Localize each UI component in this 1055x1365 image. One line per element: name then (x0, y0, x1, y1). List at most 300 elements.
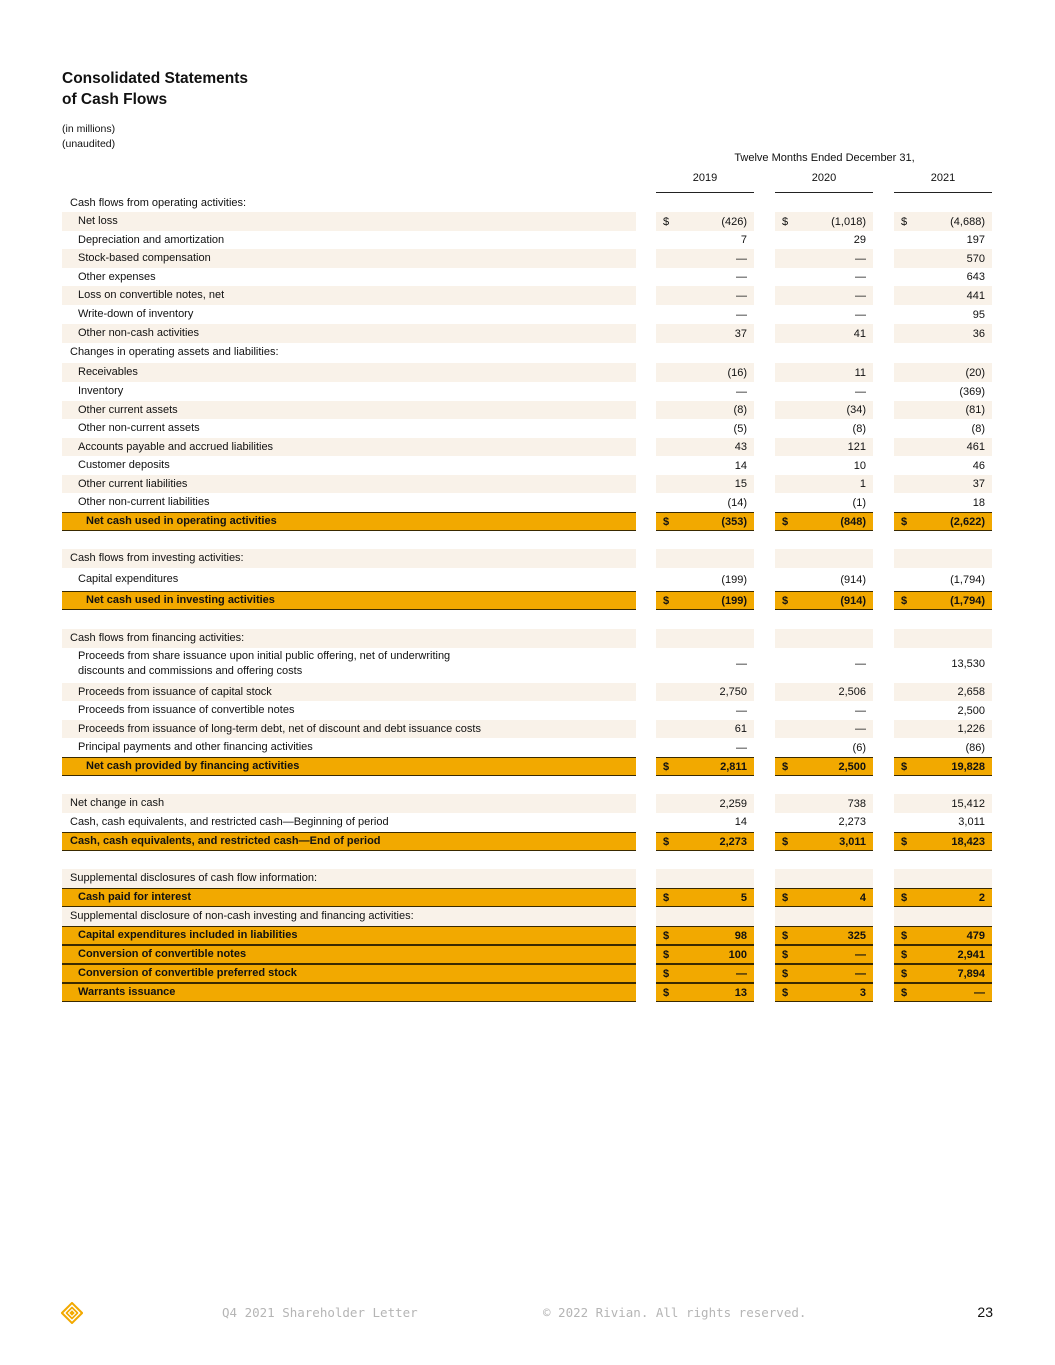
row-label-line: Net cash used in investing activities (86, 594, 275, 606)
currency-symbol: $ (901, 215, 908, 228)
amount-2019: (426) (721, 215, 747, 228)
amount-2019: (199) (721, 594, 747, 607)
table-row (0, 286, 1055, 305)
value-cell-2019 (656, 249, 754, 268)
currency-symbol: $ (782, 215, 789, 228)
amount-2019: — (736, 658, 747, 670)
row-label (62, 983, 636, 1002)
currency-symbol: $ (663, 891, 670, 904)
amount-2019: 13 (734, 986, 747, 999)
amount-2019: (8) (733, 404, 747, 416)
table-row (0, 456, 1055, 475)
row-label-line: Net change in cash (70, 797, 165, 809)
row-label (62, 268, 636, 286)
row-label (62, 194, 636, 212)
value-cell-2020 (775, 363, 873, 382)
amount-2020: 2,273 (838, 816, 866, 828)
amount-2021: 15,412 (951, 797, 985, 810)
amount-2020: 3,011 (839, 835, 866, 848)
amount-2019: — (736, 252, 747, 265)
amount-2021: 570 (966, 252, 985, 265)
amount-2019: (16) (727, 366, 747, 379)
amount-2021: 2 (978, 891, 985, 904)
table-row (0, 438, 1055, 456)
amount-2020: — (855, 948, 866, 961)
footer-copyright: © 2022 Rivian. All rights reserved. (543, 1305, 807, 1320)
row-label-line: Capital expenditures included in liabilities (78, 929, 298, 941)
amount-2019: 14 (734, 459, 747, 472)
amount-2021: 46 (972, 459, 985, 472)
row-label-line: Loss on convertible notes, net (78, 289, 225, 301)
amount-2021: — (974, 986, 985, 999)
value-cell-2020 (775, 512, 873, 531)
value-cell-2019 (656, 569, 754, 590)
value-cell-2021 (894, 456, 992, 475)
year-header-2019: 2019 (656, 172, 754, 193)
amount-2020: (6) (852, 741, 866, 754)
value-cell-2019 (656, 813, 754, 831)
amount-2020: 121 (847, 441, 866, 453)
amount-2021: (369) (959, 385, 985, 398)
amount-2021: 36 (972, 327, 985, 340)
amount-2019: 14 (734, 816, 747, 828)
value-cell-2019 (656, 493, 754, 512)
table-row (0, 324, 1055, 343)
value-cell-2019 (656, 286, 754, 305)
amount-2020: — (855, 289, 866, 302)
currency-symbol: $ (901, 835, 908, 848)
amount-2021: 643 (966, 271, 985, 283)
row-label (62, 591, 636, 610)
value-cell-2020 (775, 549, 873, 568)
value-cell-2021 (894, 249, 992, 268)
amount-2020: — (855, 704, 866, 717)
row-label (62, 401, 636, 419)
value-cell-2020 (775, 493, 873, 512)
row-label-line: Conversion of convertible notes (78, 948, 247, 960)
amount-2020: 11 (854, 366, 866, 379)
value-cell-2020 (775, 983, 873, 1002)
amount-2021: 441 (966, 289, 985, 302)
amount-2020: (1,018) (831, 215, 866, 228)
amount-2020: — (855, 723, 866, 735)
value-cell-2020 (775, 869, 873, 888)
table-row (0, 475, 1055, 493)
amount-2020: 2,500 (838, 760, 866, 773)
section-header-row (0, 869, 1055, 888)
row-label (62, 757, 636, 776)
value-cell-2019 (656, 212, 754, 231)
currency-symbol: $ (901, 948, 908, 961)
amount-2021: 13,530 (951, 658, 985, 670)
amount-2021: (1,794) (950, 594, 985, 607)
table-row (0, 647, 1055, 681)
table-row (0, 813, 1055, 831)
section-header-row (0, 343, 1055, 362)
value-cell-2019 (656, 757, 754, 776)
footer-document-name: Q4 2021 Shareholder Letter (222, 1305, 418, 1320)
value-cell-2021 (894, 286, 992, 305)
value-cell-2020 (775, 757, 873, 776)
row-label (62, 832, 636, 851)
value-cell-2019 (656, 907, 754, 926)
amount-2020: 2,506 (838, 686, 866, 698)
value-cell-2020 (775, 683, 873, 701)
table-row (0, 401, 1055, 419)
amount-2019: 43 (734, 441, 747, 453)
value-cell-2020 (775, 591, 873, 610)
value-cell-2019 (656, 869, 754, 888)
table-row (0, 720, 1055, 738)
row-label (62, 869, 636, 888)
amount-2021: 2,941 (957, 948, 985, 961)
value-cell-2021 (894, 888, 992, 907)
row-label (62, 945, 636, 964)
value-cell-2019 (656, 794, 754, 813)
total-row (0, 888, 1055, 907)
currency-symbol: $ (782, 967, 789, 980)
amount-2019: 7 (740, 234, 747, 246)
currency-symbol: $ (663, 929, 670, 942)
total-row (0, 757, 1055, 776)
amount-2019: (5) (733, 422, 747, 435)
currency-symbol: $ (663, 835, 670, 848)
value-cell-2019 (656, 438, 754, 456)
row-label (62, 212, 636, 231)
total-row (0, 964, 1055, 983)
value-cell-2020 (775, 813, 873, 831)
value-cell-2021 (894, 363, 992, 382)
row-label (62, 343, 636, 362)
amount-2021: (4,688) (950, 215, 985, 228)
value-cell-2019 (656, 456, 754, 475)
value-cell-2020 (775, 249, 873, 268)
row-label-line: Conversion of convertible preferred stock (78, 967, 297, 979)
table-row (0, 738, 1055, 757)
amount-2019: 98 (734, 929, 747, 942)
value-cell-2021 (894, 926, 992, 945)
row-label (62, 324, 636, 343)
row-label-line: Cash flows from investing activities: (70, 552, 244, 564)
row-label-line: Other non-cash activities (78, 327, 200, 339)
amount-2021: (20) (965, 366, 985, 379)
row-label-line: Proceeds from issuance of capital stock (78, 685, 272, 698)
amount-2021: 197 (966, 234, 985, 246)
value-cell-2021 (894, 438, 992, 456)
row-label (62, 683, 636, 701)
value-cell-2019 (656, 268, 754, 286)
table-row (0, 382, 1055, 401)
period-header: Twelve Months Ended December 31, (734, 152, 915, 164)
amount-2020: 41 (853, 327, 866, 340)
value-cell-2020 (775, 629, 873, 648)
amount-2020: 1 (859, 478, 866, 490)
currency-symbol: $ (782, 835, 789, 848)
table-row (0, 212, 1055, 231)
currency-symbol: $ (663, 986, 670, 999)
row-label-line: Write-down of inventory (78, 308, 194, 320)
value-cell-2020 (775, 324, 873, 343)
amount-2020: (848) (840, 515, 866, 528)
audit-note: (unaudited) (62, 138, 116, 150)
currency-symbol: $ (782, 515, 789, 528)
value-cell-2021 (894, 794, 992, 813)
value-cell-2020 (775, 475, 873, 493)
amount-2019: 2,259 (719, 797, 747, 810)
row-label-line: Proceeds from issuance of convertible notes (78, 704, 295, 716)
value-cell-2020 (775, 456, 873, 475)
value-cell-2019 (656, 701, 754, 720)
currency-symbol: $ (901, 929, 908, 942)
value-cell-2021 (894, 720, 992, 738)
amount-2021: (81) (965, 404, 985, 416)
amount-2020: 738 (847, 797, 866, 810)
amount-2021: 3,011 (958, 816, 985, 828)
currency-symbol: $ (663, 948, 670, 961)
amount-2019: 61 (734, 723, 747, 735)
row-label-line: Cash paid for interest (78, 891, 192, 903)
value-cell-2021 (894, 683, 992, 701)
row-label-line: Other current assets (78, 403, 178, 416)
amount-2019: (353) (721, 515, 747, 528)
amount-2020: (34) (846, 404, 866, 416)
value-cell-2021 (894, 419, 992, 438)
amount-2020: (1) (852, 496, 866, 509)
value-cell-2020 (775, 647, 873, 681)
value-cell-2020 (775, 419, 873, 438)
value-cell-2019 (656, 964, 754, 983)
amount-2021: 2,500 (957, 704, 985, 717)
row-label (62, 231, 636, 249)
amount-2019: 37 (734, 327, 747, 340)
table-row (0, 363, 1055, 382)
row-label (62, 629, 636, 648)
table-row (0, 569, 1055, 590)
row-label-line: Net loss (78, 215, 118, 227)
value-cell-2019 (656, 512, 754, 531)
row-label (62, 419, 636, 438)
section-header-row (0, 629, 1055, 648)
row-label-line: Principal payments and other financing activities (78, 741, 313, 753)
value-cell-2020 (775, 794, 873, 813)
value-cell-2021 (894, 382, 992, 401)
row-label (62, 738, 636, 757)
row-label-line: Other non-current liabilities (78, 496, 210, 508)
row-label (62, 249, 636, 268)
row-label-line: Stock-based compensation (78, 252, 211, 264)
year-header-2020: 2020 (775, 172, 873, 193)
value-cell-2020 (775, 212, 873, 231)
value-cell-2021 (894, 945, 992, 964)
value-cell-2021 (894, 832, 992, 851)
amount-2019: 5 (740, 891, 747, 904)
table-row (0, 701, 1055, 720)
amount-2019: 2,750 (719, 686, 747, 698)
currency-symbol: $ (663, 967, 670, 980)
amount-2020: (8) (852, 422, 866, 435)
value-cell-2020 (775, 964, 873, 983)
row-label-line: Cash flows from operating activities: (70, 196, 247, 209)
value-cell-2021 (894, 231, 992, 249)
value-cell-2021 (894, 647, 992, 681)
amount-2019: 100 (728, 948, 747, 961)
table-row (0, 305, 1055, 324)
value-cell-2019 (656, 945, 754, 964)
row-label-line: Supplemental disclosures of cash flow information: (70, 872, 318, 884)
amount-2019: — (736, 271, 747, 283)
value-cell-2021 (894, 324, 992, 343)
row-label (62, 438, 636, 456)
amount-2020: — (855, 252, 866, 265)
row-label (62, 305, 636, 324)
amount-2019: — (736, 704, 747, 717)
value-cell-2021 (894, 869, 992, 888)
currency-symbol: $ (782, 948, 789, 961)
row-label (62, 569, 636, 590)
amount-2019: 2,273 (719, 835, 747, 848)
currency-symbol: $ (901, 967, 908, 980)
value-cell-2019 (656, 475, 754, 493)
row-label-line: Net cash used in operating activities (86, 515, 277, 527)
row-label-line: Supplemental disclosure of non-cash investing and financing activities: (70, 910, 414, 922)
table-row (0, 683, 1055, 701)
section-header-row (0, 194, 1055, 212)
section-header-row (0, 907, 1055, 926)
row-label (62, 964, 636, 983)
row-label (62, 549, 636, 568)
total-row (0, 926, 1055, 945)
row-label (62, 647, 636, 681)
value-cell-2019 (656, 591, 754, 610)
amount-2021: (2,622) (950, 515, 985, 528)
amount-2021: 479 (966, 929, 985, 942)
amount-2020: 29 (853, 234, 866, 246)
currency-symbol: $ (782, 760, 789, 773)
value-cell-2020 (775, 305, 873, 324)
value-cell-2021 (894, 569, 992, 590)
value-cell-2021 (894, 512, 992, 531)
currency-symbol: $ (663, 760, 670, 773)
amount-2020: — (855, 385, 866, 398)
currency-symbol: $ (901, 760, 908, 773)
row-label (62, 382, 636, 401)
amount-2019: — (736, 289, 747, 302)
value-cell-2021 (894, 305, 992, 324)
amount-2020: — (855, 308, 866, 321)
value-cell-2019 (656, 382, 754, 401)
value-cell-2021 (894, 701, 992, 720)
value-cell-2019 (656, 738, 754, 757)
value-cell-2019 (656, 926, 754, 945)
value-cell-2019 (656, 629, 754, 648)
value-cell-2019 (656, 401, 754, 419)
value-cell-2019 (656, 549, 754, 568)
value-cell-2020 (775, 382, 873, 401)
table-row (0, 794, 1055, 813)
row-label (62, 493, 636, 512)
amount-2021: (86) (965, 741, 985, 754)
row-label (62, 907, 636, 926)
title-line-1: Consolidated Statements (62, 70, 249, 87)
value-cell-2019 (656, 194, 754, 212)
row-label-line: Proceeds from issuance of long-term debt, net of discount and debt issuance costs (78, 722, 481, 735)
value-cell-2020 (775, 701, 873, 720)
value-cell-2020 (775, 268, 873, 286)
value-cell-2021 (894, 757, 992, 776)
amount-2019: (14) (727, 496, 747, 509)
value-cell-2020 (775, 907, 873, 926)
value-cell-2019 (656, 419, 754, 438)
amount-2020: 10 (853, 459, 866, 472)
row-label-line: Changes in operating assets and liabilities: (70, 346, 279, 358)
amount-2019: — (736, 967, 747, 980)
value-cell-2021 (894, 343, 992, 362)
row-label-line: Depreciation and amortization (78, 233, 225, 246)
value-cell-2019 (656, 683, 754, 701)
row-label-line: Other non-current assets (78, 422, 200, 434)
amount-2020: 4 (859, 891, 866, 904)
amount-2021: (8) (971, 422, 985, 435)
value-cell-2019 (656, 343, 754, 362)
total-row (0, 512, 1055, 531)
total-row (0, 945, 1055, 964)
value-cell-2020 (775, 945, 873, 964)
total-row (0, 832, 1055, 851)
value-cell-2021 (894, 629, 992, 648)
row-label-line: Receivables (78, 366, 138, 378)
value-cell-2020 (775, 438, 873, 456)
amount-2019: (199) (721, 573, 747, 586)
value-cell-2020 (775, 401, 873, 419)
value-cell-2021 (894, 493, 992, 512)
currency-symbol: $ (663, 515, 670, 528)
value-cell-2021 (894, 401, 992, 419)
row-label-line: Capital expenditures (78, 573, 179, 585)
amount-2020: — (855, 658, 866, 670)
title-line-2: of Cash Flows (62, 91, 168, 108)
amount-2021: 2,658 (957, 686, 985, 698)
value-cell-2020 (775, 738, 873, 757)
value-cell-2021 (894, 549, 992, 568)
amount-2021: 461 (966, 441, 985, 453)
currency-symbol: $ (782, 986, 789, 999)
value-cell-2020 (775, 720, 873, 738)
table-row (0, 419, 1055, 438)
year-header-2021: 2021 (894, 172, 992, 193)
table-row (0, 249, 1055, 268)
value-cell-2021 (894, 194, 992, 212)
amount-2019: — (736, 308, 747, 321)
amount-2021: 18 (972, 496, 985, 509)
value-cell-2021 (894, 964, 992, 983)
value-cell-2019 (656, 305, 754, 324)
row-label-line: Customer deposits (78, 459, 170, 471)
amount-2020: 3 (859, 986, 866, 999)
value-cell-2021 (894, 591, 992, 610)
value-cell-2019 (656, 363, 754, 382)
value-cell-2021 (894, 907, 992, 926)
amount-2021: 95 (972, 308, 985, 321)
row-label (62, 475, 636, 493)
row-label-line: Other current liabilities (78, 477, 188, 490)
amount-2021: 1,226 (957, 723, 985, 735)
table-row (0, 268, 1055, 286)
row-label-line: Cash flows from financing activities: (70, 632, 245, 644)
row-label (62, 701, 636, 720)
amount-2021: (1,794) (950, 573, 985, 586)
row-label-line: Accounts payable and accrued liabilities (78, 440, 274, 453)
amount-2020: — (855, 271, 866, 283)
